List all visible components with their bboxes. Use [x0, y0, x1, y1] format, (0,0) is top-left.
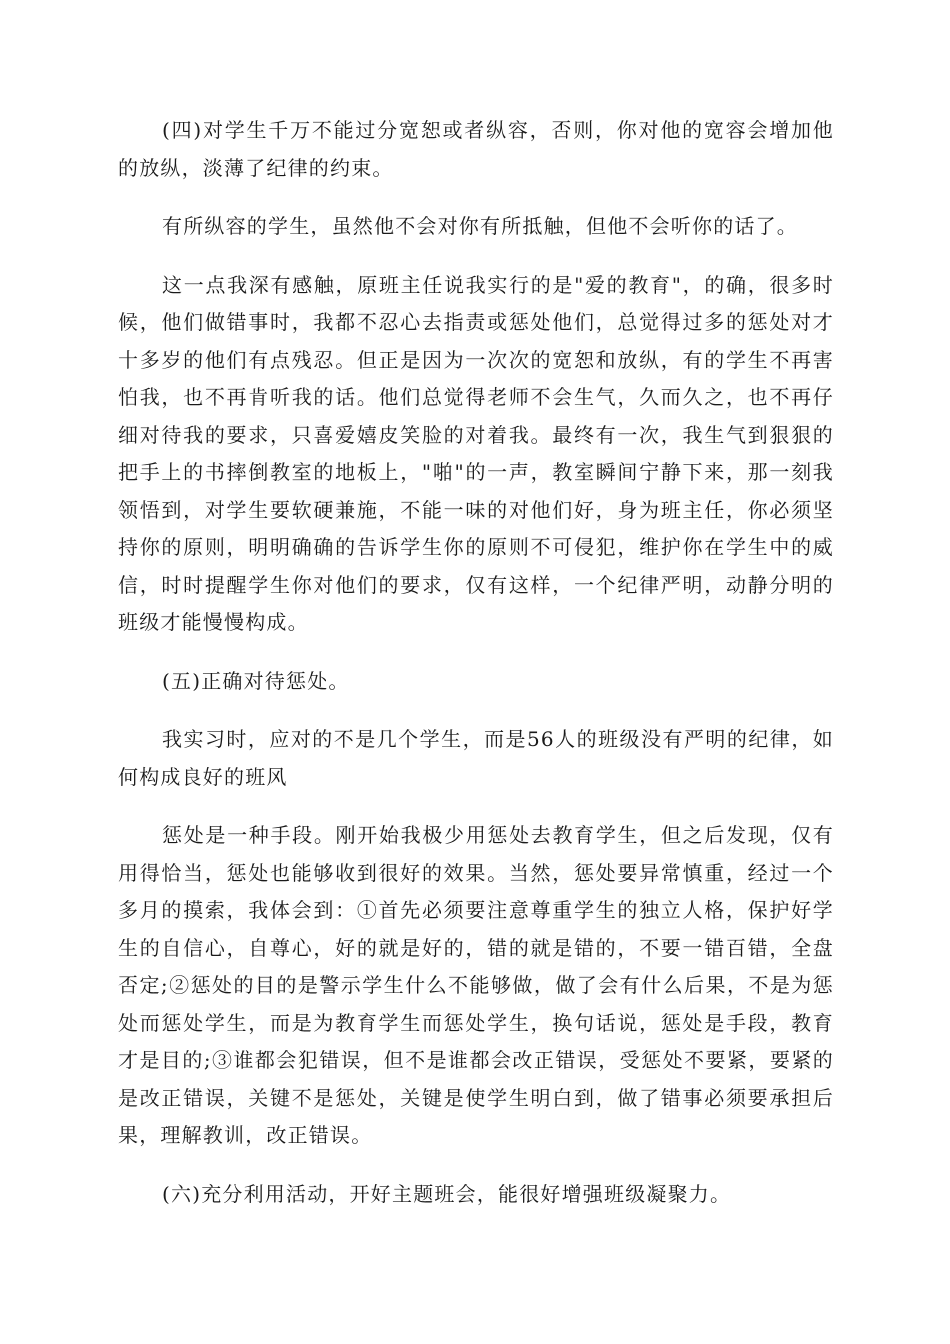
paragraph-indulgence-note: 有所纵容的学生，虽然他不会对你有所抵触，但他不会听你的话了。 [162, 214, 798, 238]
paragraph-section-4-heading: (四)对学生千万不能过分宽恕或者纵容，否则，你对他的宽容会增加他的放纵，淡薄了纪律的约束。 [118, 118, 834, 180]
paragraph-punishment-method: 惩处是一种手段。刚开始我极少用惩处去教育学生，但之后发现，仅有用得恰当，惩处也能够收到很好的效果。当然，惩处要异常慎重，经过一个多月的摸索，我体会到：①首先必须要注意尊重学生的独立人格，保护好学生的自信心，自尊心，好的就是好的，错的就是错的，不要一错百错，全盘否定;②惩处的目的是警示学生什么不能够做，做了会有什么后果，不是为惩处而惩处学生，而是为教育学生而惩处学生，换句话说，惩处是手段，教育才是目的;③谁都会犯错误，但不是谁都会改正错误，受惩处不要紧，要紧的是改正错误，关键不是惩处，关键是使学生明白到，做了错事必须要承担后果，理解教训，改正错误。 [118, 823, 834, 1147]
paragraph-internship-class: 我实习时，应对的不是几个学生，而是56人的班级没有严明的纪律，如何构成良好的班风 [118, 727, 834, 789]
paragraph-personal-experience: 这一点我深有感触，原班主任说我实行的是"爱的教育"，的确，很多时候，他们做错事时，我都不忍心去指责或惩处他们，总觉得过多的惩处对才十多岁的他们有点残忍。但正是因为一次次的宽恕和放纵，有的学生不再害怕我，也不再肯听我的话。他们总觉得老师不会生气，久而久之，也不再仔细对待我的要求，只喜爱嬉皮笑脸的对着我。最终有一次，我生气到狠狠的把手上的书摔倒教室的地板上，"啪"的一声，教室瞬间宁静下来，那一刻我领悟到，对学生要软硬兼施，不能一味的对他们好，身为班主任，你必须坚持你的原则，明明确确的告诉学生你的原则不可侵犯，维护你在学生中的威信，时时提醒学生你对他们的要求，仅有这样，一个纪律严明，动静分明的班级才能慢慢构成。 [118, 272, 834, 634]
paragraph-section-5-heading: (五)正确对待惩处。 [162, 668, 350, 693]
paragraph-section-6-heading: (六)充分利用活动，开好主题班会，能很好增强班级凝聚力。 [162, 1181, 732, 1206]
document-body [118, 112, 834, 1234]
